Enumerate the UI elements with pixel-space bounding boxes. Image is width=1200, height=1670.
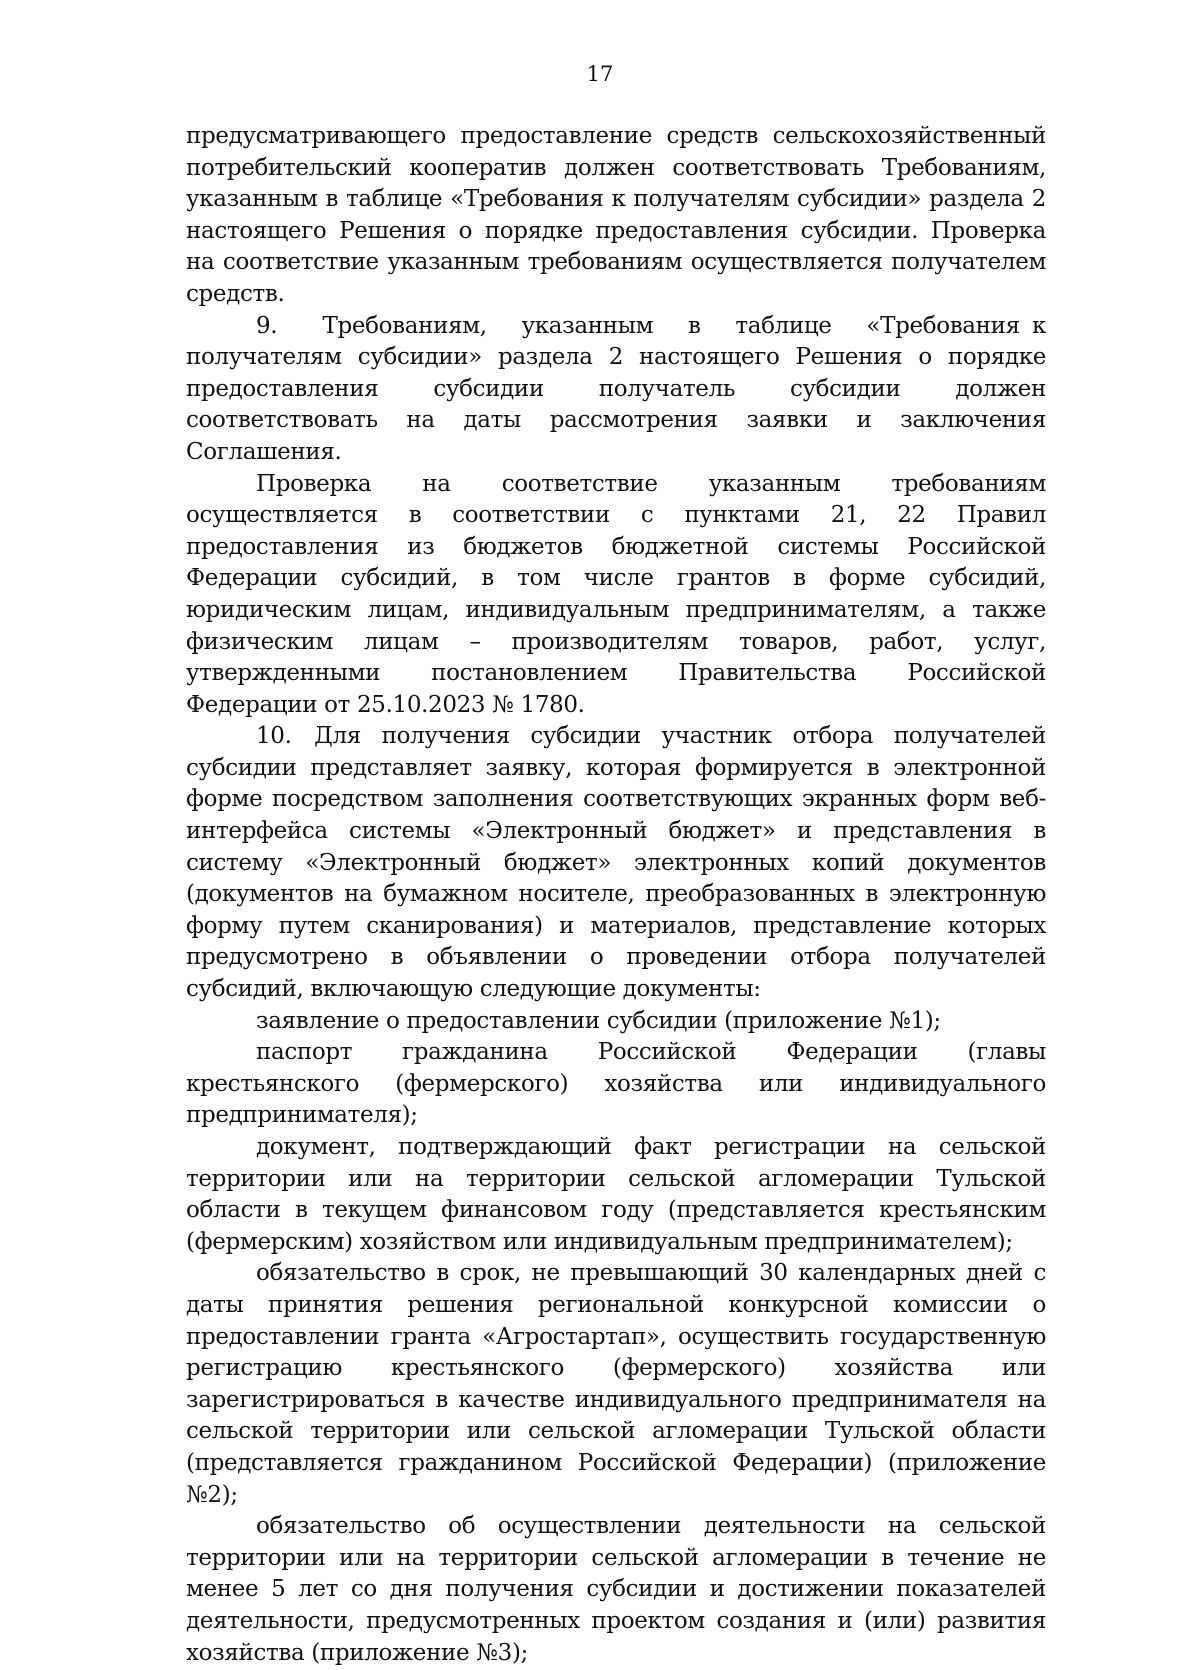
list-item-registration-obligation: обязательство в срок, не превышающий 30 календарных дней с даты принятия решения региональной конкурсной комиссии о предоставлении гранта «Агростартап», осуществить государственную регистрацию крестьянского (фермерского) хозяйства или зарегистрироваться в качестве индивидуального предпринимателя на сельской территории или сельской агломерации Тульской области (представляется гражданином Российской Федерации) (приложение №2);: [186, 1260, 1046, 1508]
paragraph-continuation: предусматривающего предоставление средств сельскохозяйственный потребительский кооператив должен соответствовать Требованиям, указанным в таблице «Требования к получателям субсидии» раздела 2 настоящего Решения о порядке предоставления субсидии. Проверка на соответствие указанным требованиям осуществляется получателем средств.: [186, 123, 1046, 307]
paragraph-item-10: 10. Для получения субсидии участник отбора получателей субсидии представляет заявку, которая формируется в электронной форме посредством заполнения соответствующих экранных форм веб-интерфейса системы «Электронный бюджет» и представления в систему «Электронный бюджет» электронных копий документов (документов на бумажном носителе, преобразованных в электронную форму путем сканирования) и материалов, представление которых предусмотрено в объявлении о проведении отбора получателей субсидий, включающую следующие документы:: [186, 723, 1046, 1003]
list-item-passport: паспорт гражданина Российской Федерации (главы крестьянского (фермерского) хозяйства или индивидуального предпринимателя);: [186, 1039, 1046, 1129]
paragraph-verification: Проверка на соответствие указанным требованиям осуществляется в соответствии с пунктами 21, 22 Правил предоставления из бюджетов бюджетной системы Российской Федерации субсидий, в том числе грантов в форме субсидий, юридическим лицам, индивидуальным предпринимателям, а также физическим лицам – производителям товаров, работ, услуг, утвержденными постановлением Правительства Российской Федерации от 25.10.2023 № 1780.: [186, 470, 1046, 718]
list-item-registration-document: документ, подтверждающий факт регистрации на сельской территории или на территории сельской агломерации Тульской области в текущем финансовом году (представляется крестьянским (фермерским) хозяйством или индивидуальным предпринимателем);: [186, 1134, 1046, 1255]
list-item-activity-obligation: обязательство об осуществлении деятельности на сельской территории или на территории сельской агломерации в течение не менее 5 лет со дня получения субсидии и достижении показателей деятельности, предусмотренных проектом создания и (или) развития хозяйства (приложение №3);: [186, 1513, 1046, 1666]
paragraph-item-9: 9. Требованиям, указанным в таблице «Требования к получателям субсидии» раздела 2 настоящего Решения о порядке предоставления субсидии получатель субсидии должен соответствовать на даты рассмотрения заявки и заключения Соглашения.: [186, 312, 1046, 465]
list-item-application: заявление о предоставлении субсидии (приложение №1);: [256, 1007, 941, 1034]
document-body: [186, 121, 1046, 1669]
page-number: 17: [586, 62, 614, 86]
